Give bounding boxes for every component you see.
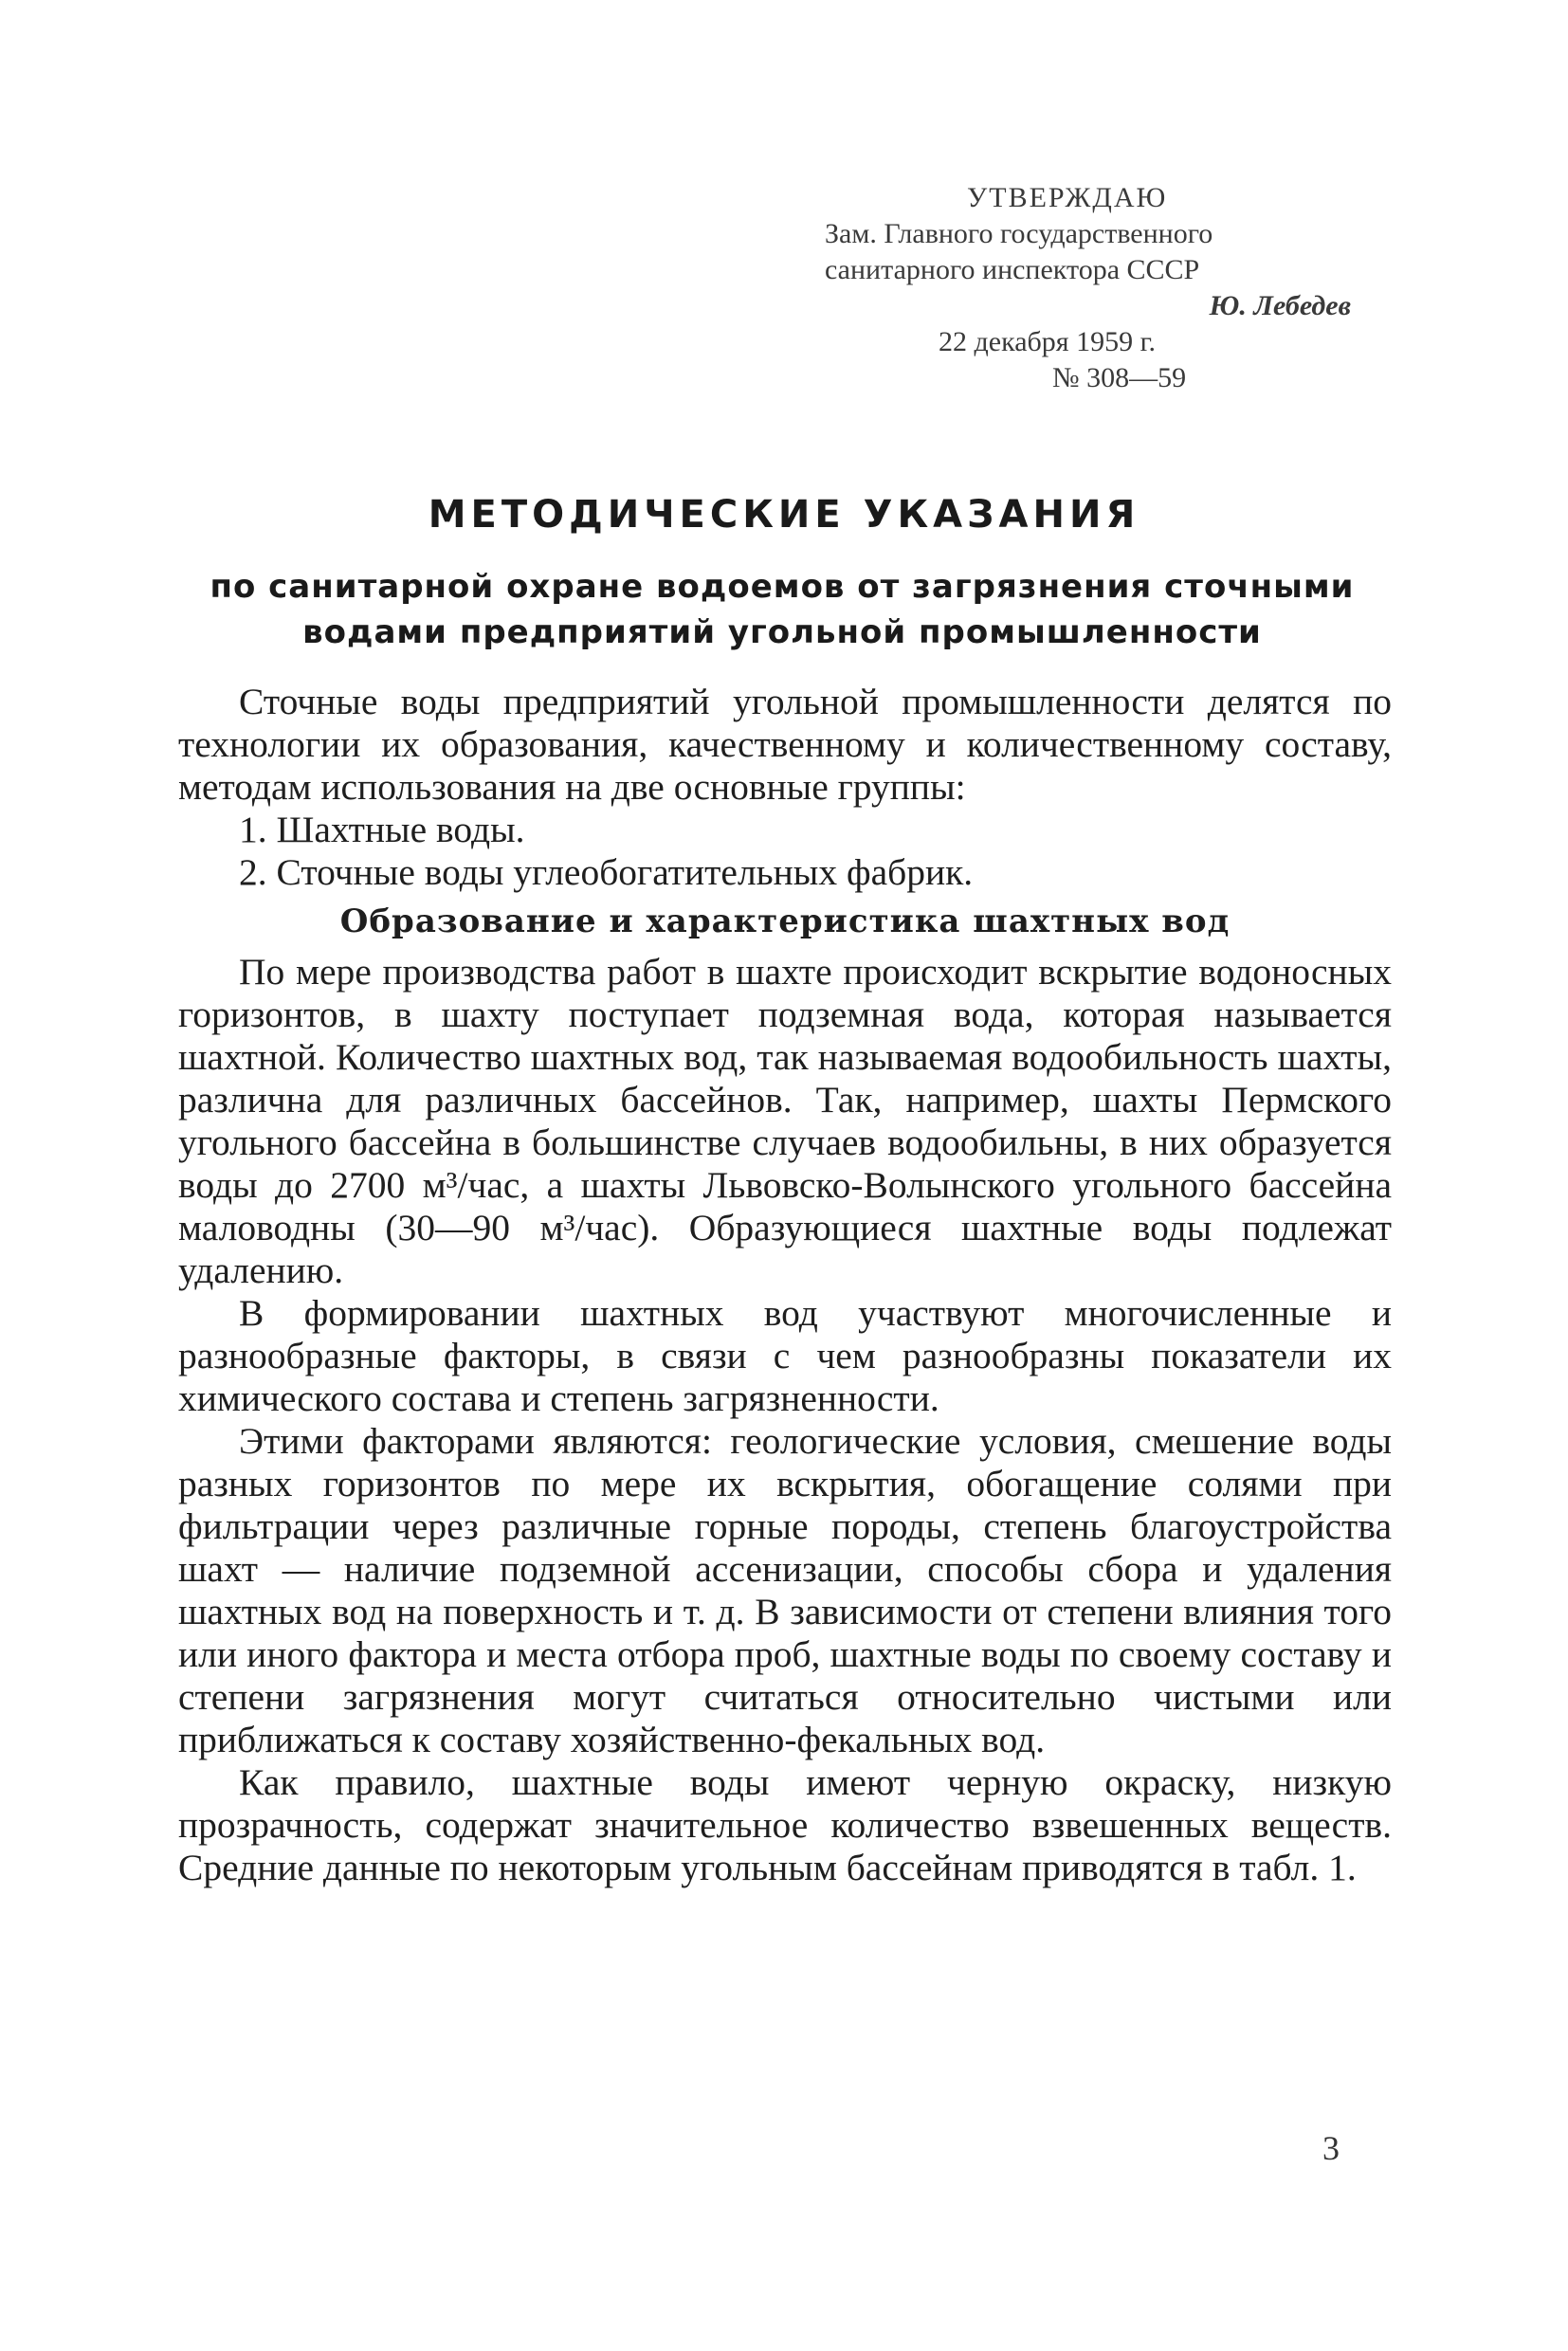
approver-name: Ю. Лебедев xyxy=(1209,290,1351,321)
paragraph-factor-list: Этими факторами являются: геологические условия, смешение воды разных горизонтов по мере их вскрытия, обогащение солями при фильтрации через различные горные породы, степень благоустройства шахт — наличие подземной ассенизации, способы сбора и удаления шахтных вод на поверхность и т. д. В зависимости от степени влияния того или иного фактора и места отбора проб, шахтные воды по своему составу и степени загрязнения могут считаться относительно чистыми или приближаться к составу хозяйственно-фекальных вод. xyxy=(178,1420,1392,1760)
approval-heading: УТВЕРЖДАЮ xyxy=(967,182,1168,213)
document-body xyxy=(178,681,1392,1889)
paragraph-water-properties: Как правило, шахтные воды имеют черную окраску, низкую прозрачность, содержат значительное количество взвешенных веществ. Средние данные по некоторым угольным бассейнам приводятся в табл. 1. xyxy=(178,1761,1392,1888)
list-item-plant-wastewater: 2. Сточные воды углеобогатительных фабрик. xyxy=(239,851,974,893)
approval-date: 22 декабря 1959 г. xyxy=(939,326,1156,357)
document-title: МЕТОДИЧЕСКИЕ УКАЗАНИЯ xyxy=(428,493,1140,537)
approver-position-line-1: Зам. Главного государственного xyxy=(825,218,1213,249)
approval-block xyxy=(825,180,1356,396)
intro-paragraph: Сточные воды предприятий угольной промышленности делятся по технологии их образования, качественному и количественному составу, методам использования на две основные группы: xyxy=(178,681,1392,808)
approval-number: № 308—59 xyxy=(1052,362,1187,393)
section-heading: Образование и характеристика шахтных вод xyxy=(339,902,1231,940)
document-subtitle: по санитарной охране водоемов от загрязнения сточными водами предприятий угольной промышленности xyxy=(210,568,1355,651)
paragraph-mine-water-origin: По мере производства работ в шахте происходит вскрытие водоносных горизонтов, в шахту поступает подземная вода, которая называется шахтной. Количество шахтных вод, так называемая водообильность шахты, различна для различных бассейнов. Так, например, шахты Пермского угольного бассейна в большинстве случаев водообильны, в них образуется воды до 2700 м³/час, а шахты Львовско-Волынского угольного бассейна маловодны (30—90 м³/час). Образующиеся шахтные воды подлежат удалению. xyxy=(178,951,1392,1291)
list-item-mine-water: 1. Шахтные воды. xyxy=(239,809,525,850)
paragraph-formation-factors: В формировании шахтных вод участвуют многочисленные и разнообразные факторы, в связи с чем разнообразны показатели их химического состава и степень загрязненности. xyxy=(178,1292,1392,1419)
approver-position-line-2: санитарного инспектора СССР xyxy=(825,254,1200,285)
page-number: 3 xyxy=(1322,2129,1340,2167)
